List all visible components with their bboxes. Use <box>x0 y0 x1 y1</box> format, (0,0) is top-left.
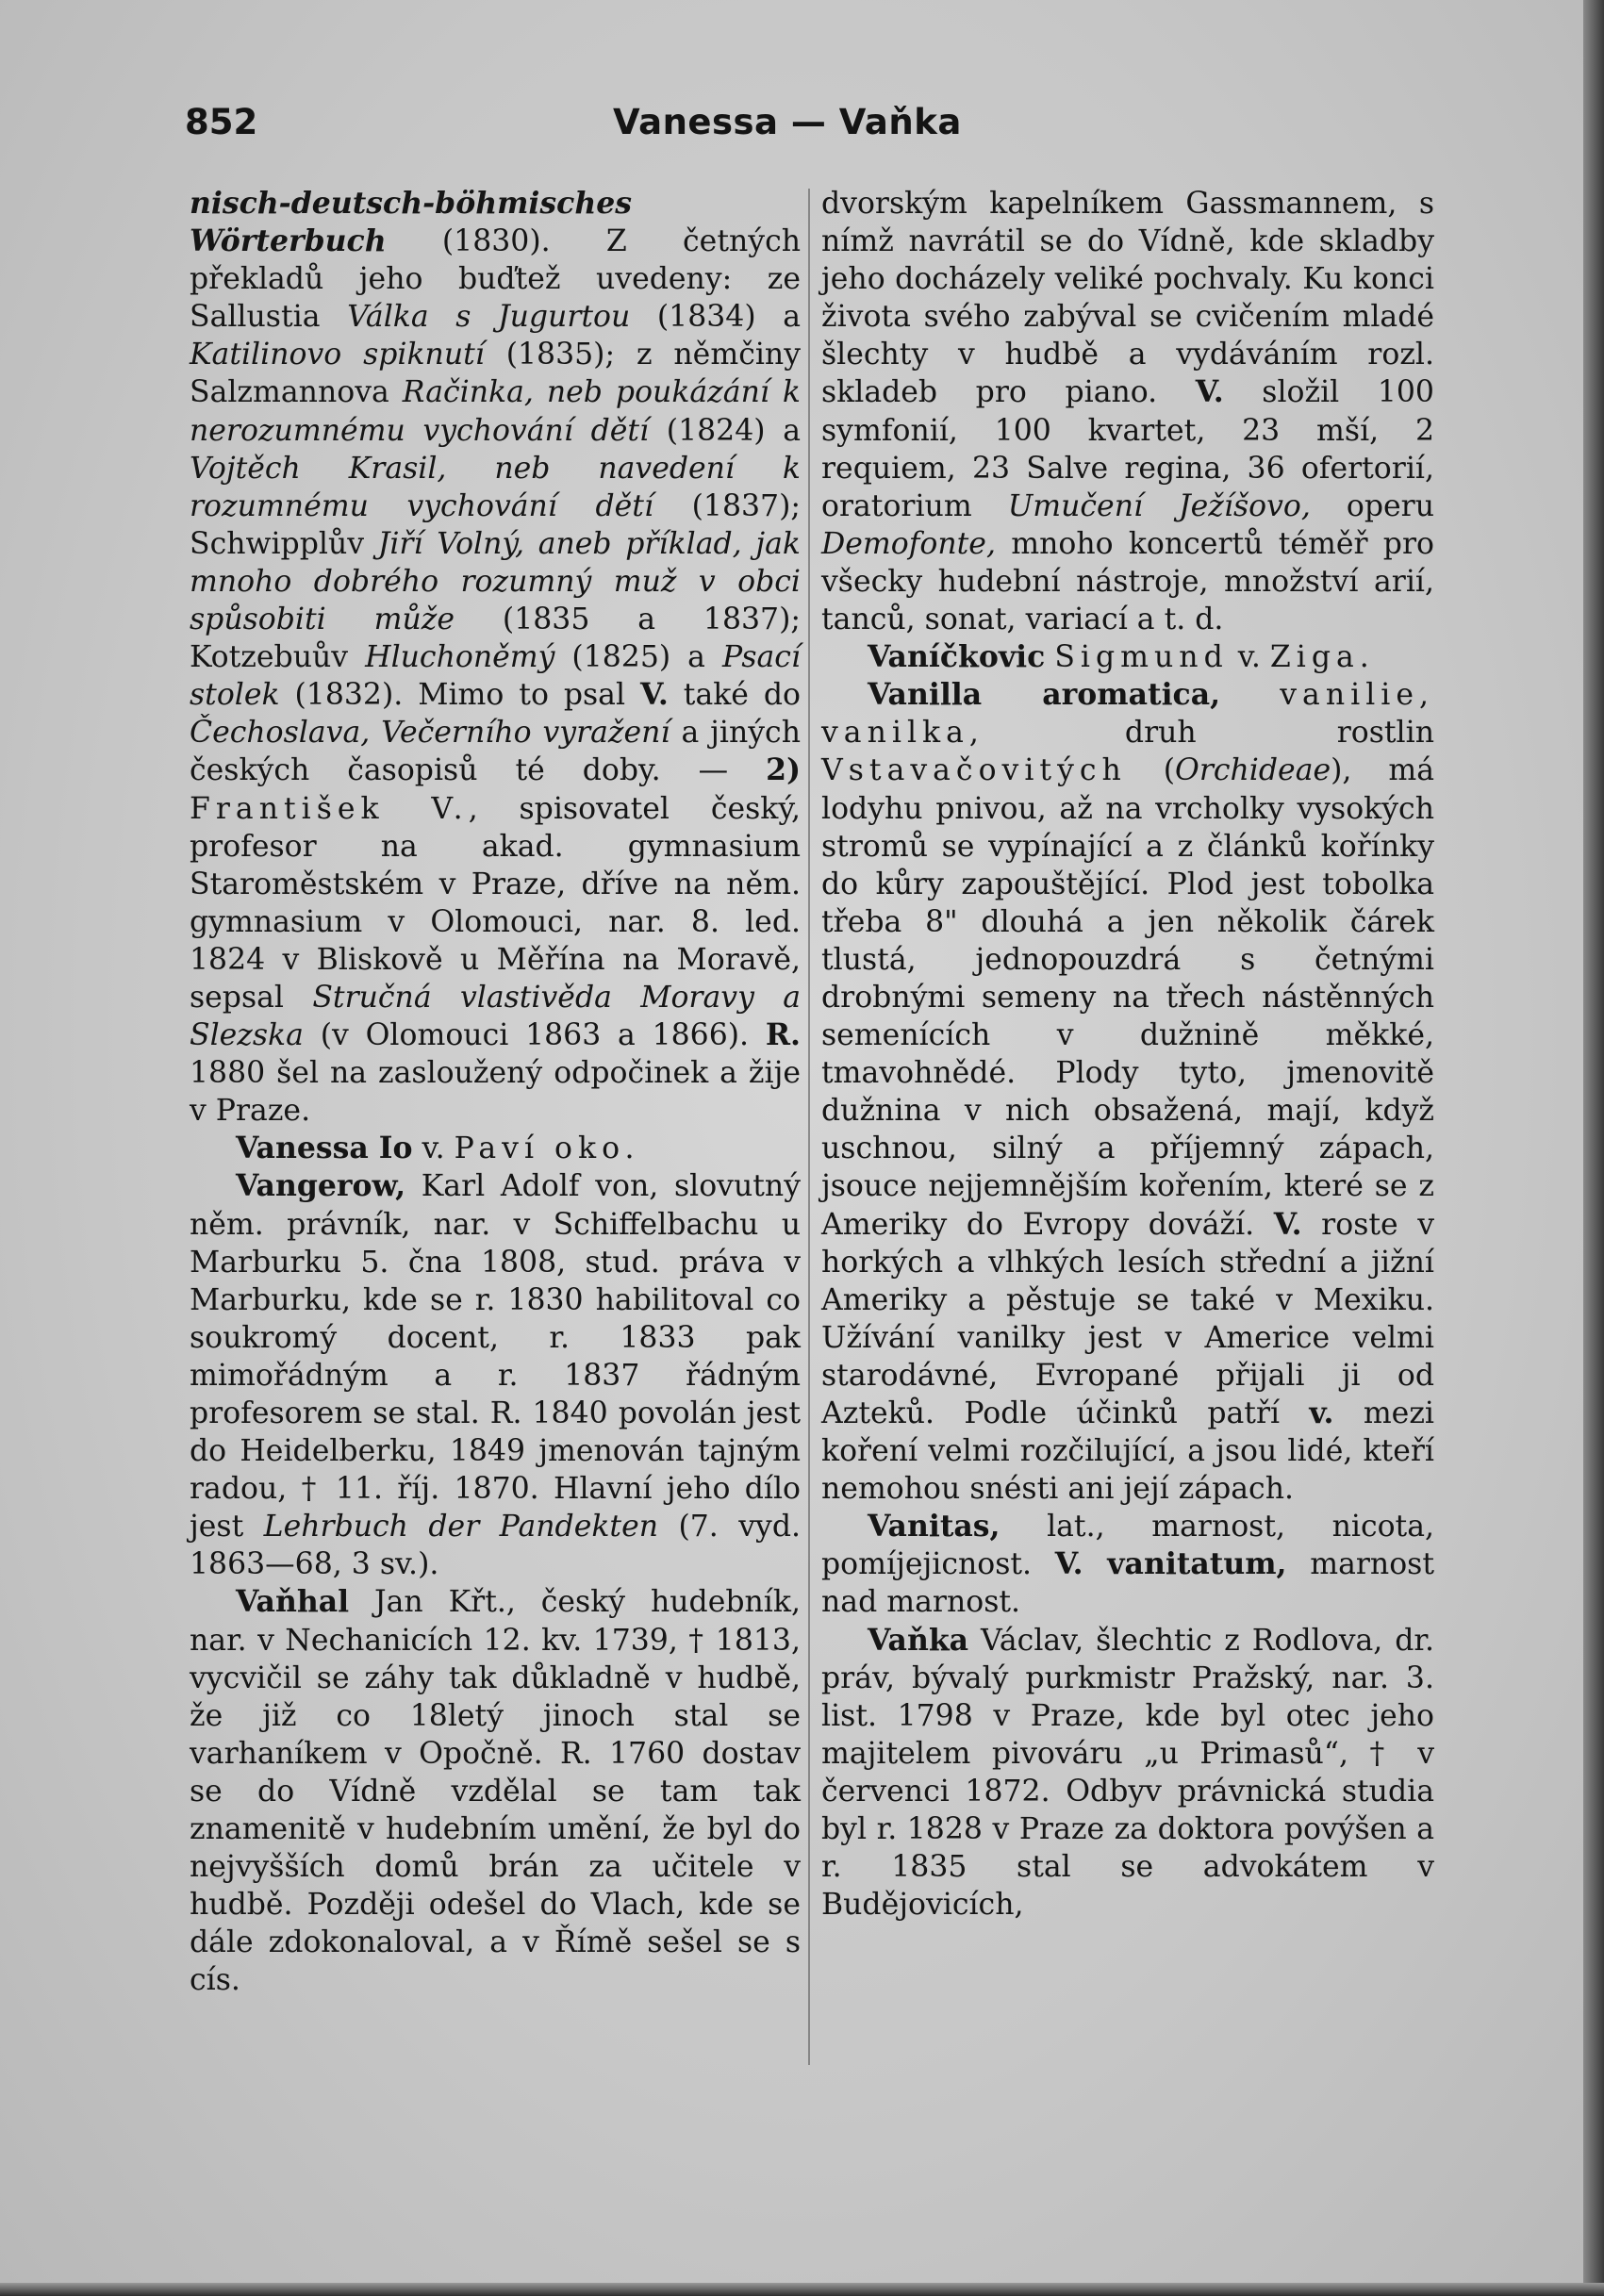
page-header <box>0 102 1604 158</box>
left-column <box>190 185 801 2000</box>
text: ( <box>1126 753 1175 788</box>
text: také do <box>668 678 802 713</box>
headword: Vanilla aromatica, <box>868 677 1221 713</box>
entry-vanickovic <box>821 638 1434 676</box>
entry-continuation-vanhal <box>821 185 1434 638</box>
family-name: Vstavačovitých <box>821 753 1127 788</box>
text: (1824) a <box>649 413 801 448</box>
text: (1825) a <box>554 640 722 675</box>
right-column <box>821 185 1434 1924</box>
entry-vangerow <box>190 1167 801 1583</box>
text: , spisovatel český, profesor na akad. gymnasium Staroměstském v Praze, dříve na něm. gymnasium v Olomouci, nar. 8. led. 1824 v Bliskově u Měřína na Moravě, sepsal <box>190 791 801 1015</box>
headword: Vaníčkovic <box>868 639 1046 675</box>
cross-reference: Paví oko. <box>454 1131 640 1166</box>
page-bottom-shadow <box>0 2283 1604 2296</box>
page-edge-shadow <box>1583 0 1604 2296</box>
text: druh rostlin <box>984 716 1434 751</box>
entry-vanitas <box>821 1508 1434 1621</box>
abbrev-bold: V. <box>639 677 669 713</box>
cross-reference: Sigmund <box>1054 640 1229 675</box>
cross-reference: Ziga. <box>1269 640 1375 675</box>
entry-vanka <box>821 1622 1434 1924</box>
text: v. <box>412 1131 455 1166</box>
latin-name: Orchideae <box>1175 753 1331 788</box>
text: 1880 šel na zasloužený odpočinek a žije v Praze. <box>190 1056 801 1129</box>
title-italic: Válka s Jugurtou <box>347 300 631 335</box>
text: (1835); z němčiny Salzmannova <box>190 338 801 410</box>
entry-vanilla-aromatica <box>821 676 1434 1508</box>
sub-headword: V. vanitatum, <box>1054 1546 1287 1582</box>
text: Jan Křt., český hudebník, nar. v Nechanicích 12. kv. 1739, † 1813, vycvičil se záhy tak důkladně v hudbě, že již co 18letý jinoch stal se varhaníkem v Opočně. R. 1760 dostav se do Vídně vzdělal se tam tak znamenitě v hudebním umění, že byl do nejvyšších domů brán za učitele v hudbě. Později odešel do Vlach, kde se dále zdokonaloval, a v Římě sešel se s cís. <box>190 1585 801 1998</box>
text: dvorským kapelníkem Gassmannem, s nímž navrátil se do Vídně, kde skladby jeho docházely veliké pochvaly. Ku konci života svého zabýval se cvičením mladé šlechty v hudbě a vydáváním rozl. skladeb pro piano. <box>821 187 1434 410</box>
text: (1830). Z četných překladů jeho buďtež uvedeny: ze Sallustia <box>190 224 801 335</box>
page-number: 852 <box>185 102 258 142</box>
headword: Vaňhal <box>236 1584 350 1620</box>
text: (1834) a <box>630 300 801 335</box>
headword: Vanitas, <box>868 1509 1000 1544</box>
text: (1835 a 1837); Kotzebuův <box>190 603 801 675</box>
text: v. <box>1228 640 1270 675</box>
abbrev-bold: V. <box>1195 374 1224 410</box>
entry-continuation-veselsky <box>190 185 801 1130</box>
text: (1837); Schwipplův <box>190 488 801 561</box>
running-head: Vanessa — Vaňka <box>613 102 962 142</box>
headword: Vangerow, <box>236 1168 406 1204</box>
sub-entry-name: František V. <box>190 791 469 826</box>
title-italic: Čechoslava, Večerního vyražení <box>190 716 670 751</box>
text: mezi koření velmi rozčilující, a jsou lidé, kteří nemohou snésti ani její zápach. <box>821 1396 1434 1507</box>
text: mnoho koncertů téměř pro všecky hudební nástroje, množství arií, tanců, sonat, variací a t. d. <box>821 526 1434 637</box>
text: Václav, šlechtic z Rodlova, dr. práv, bývalý purkmistr Pražský, nar. 3. list. 1798 v Praze, kde byl otec jeho majitelem pivováru „u Primasů“, † v červenci 1872. Odbyv právnická studia byl r. 1828 v Praze za doktora povýšen a r. 1835 stal se advokátem v Budějovicích, <box>821 1623 1434 1923</box>
title-italic: Jiří Volný, aneb příklad, jak mnoho dobrého rozumný muž v obci spůsobiti může <box>190 526 801 637</box>
text: ), má lodyhu pnivou, až na vrcholky vysokých stromů se vypínající a z článků kořínky do kůry zapouštějící. Plod jest tobolka třeba 8" dlouhá a jen několik čárek tlustá, jednopouzdrá s četnými drobnými semeny na třech nástěnných semenících v dužnině měkké, tmavohnědé. Plody tyto, jmenovitě dužnina v nich obsažená, mají, když uschnou, silný a příjemný zápach, jsouce nejjemnějším kořením, které se z Ameriky do Evropy dováží. <box>821 753 1434 1242</box>
entry-vanessa-io <box>190 1130 801 1167</box>
headword: Vanessa Io <box>236 1131 413 1166</box>
common-name: vanilie, vanilka, <box>821 678 1435 751</box>
text: operu <box>1310 488 1434 523</box>
title-italic: Psací stolek <box>190 640 801 713</box>
column-divider <box>808 189 810 2065</box>
title-italic: Račinka, neb poukázání k nerozumnému vychování dětí <box>190 375 801 448</box>
abbrev-bold: V. <box>1273 1206 1302 1242</box>
text: (7. vyd. 1863—68, 3 sv.). <box>190 1510 801 1582</box>
abbrev-bold: R. <box>765 1017 801 1053</box>
text: Karl Adolf von, slovutný něm. právník, nar. v Schiffelbachu u Marburku 5. čna 1808, stud. práva v Marburku, kde se r. 1830 habilitoval co soukromý docent, r. 1833 pak mimořádným a r. 1837 řádným profesorem se stal. R. 1840 povolán jest do Heidelberku, 1849 jmenován tajným radou, † 11. říj. 1870. Hlavní jeho dílo jest <box>190 1169 801 1544</box>
title-italic: Hluchoněmý <box>365 640 555 675</box>
title-italic: Umučení Ježíšovo, <box>1007 488 1311 523</box>
abbrev-bold: v. <box>1309 1396 1334 1430</box>
title-italic: Vojtěch Krasil, neb navedení k rozumnému vychování dětí <box>190 451 801 523</box>
text: lat., marnost, nicota, pomíjejicnost. <box>821 1510 1434 1582</box>
text: složil 100 symfonií, 100 kvartet, 23 mší, 2 requiem, 23 Salve regina, 36 ofertorií, oratorium <box>821 375 1434 523</box>
text: a jiných českých časopisů té doby. — <box>190 716 801 788</box>
text: (v Olomouci 1863 a 1866). <box>303 1018 766 1053</box>
title-italic: Demofonte, <box>821 526 996 561</box>
headword: Vaňka <box>868 1622 969 1658</box>
text: (1832). Mimo to psal <box>279 678 640 713</box>
text: roste v horkých a vlhkých lesích střední a jižní Ameriky a pěstuje se také v Mexiku. Užívání vanilky jest v Americe velmi starodávné, Evropané přijali ji od Azteků. Podle účinků patří <box>821 1207 1435 1430</box>
text: marnost nad marnost. <box>821 1547 1434 1620</box>
title-italic: Lehrbuch der Pandekten <box>263 1510 659 1544</box>
entry-vanhal <box>190 1583 801 1999</box>
title-italic: Katilinovo spiknutí <box>190 338 485 372</box>
title-italic: nisch-deutsch-böhmisches Wörterbuch <box>190 186 632 259</box>
sub-entry-number: 2) <box>766 752 801 788</box>
title-italic: Stručná vlastivěda Moravy a Slezska <box>190 980 801 1053</box>
